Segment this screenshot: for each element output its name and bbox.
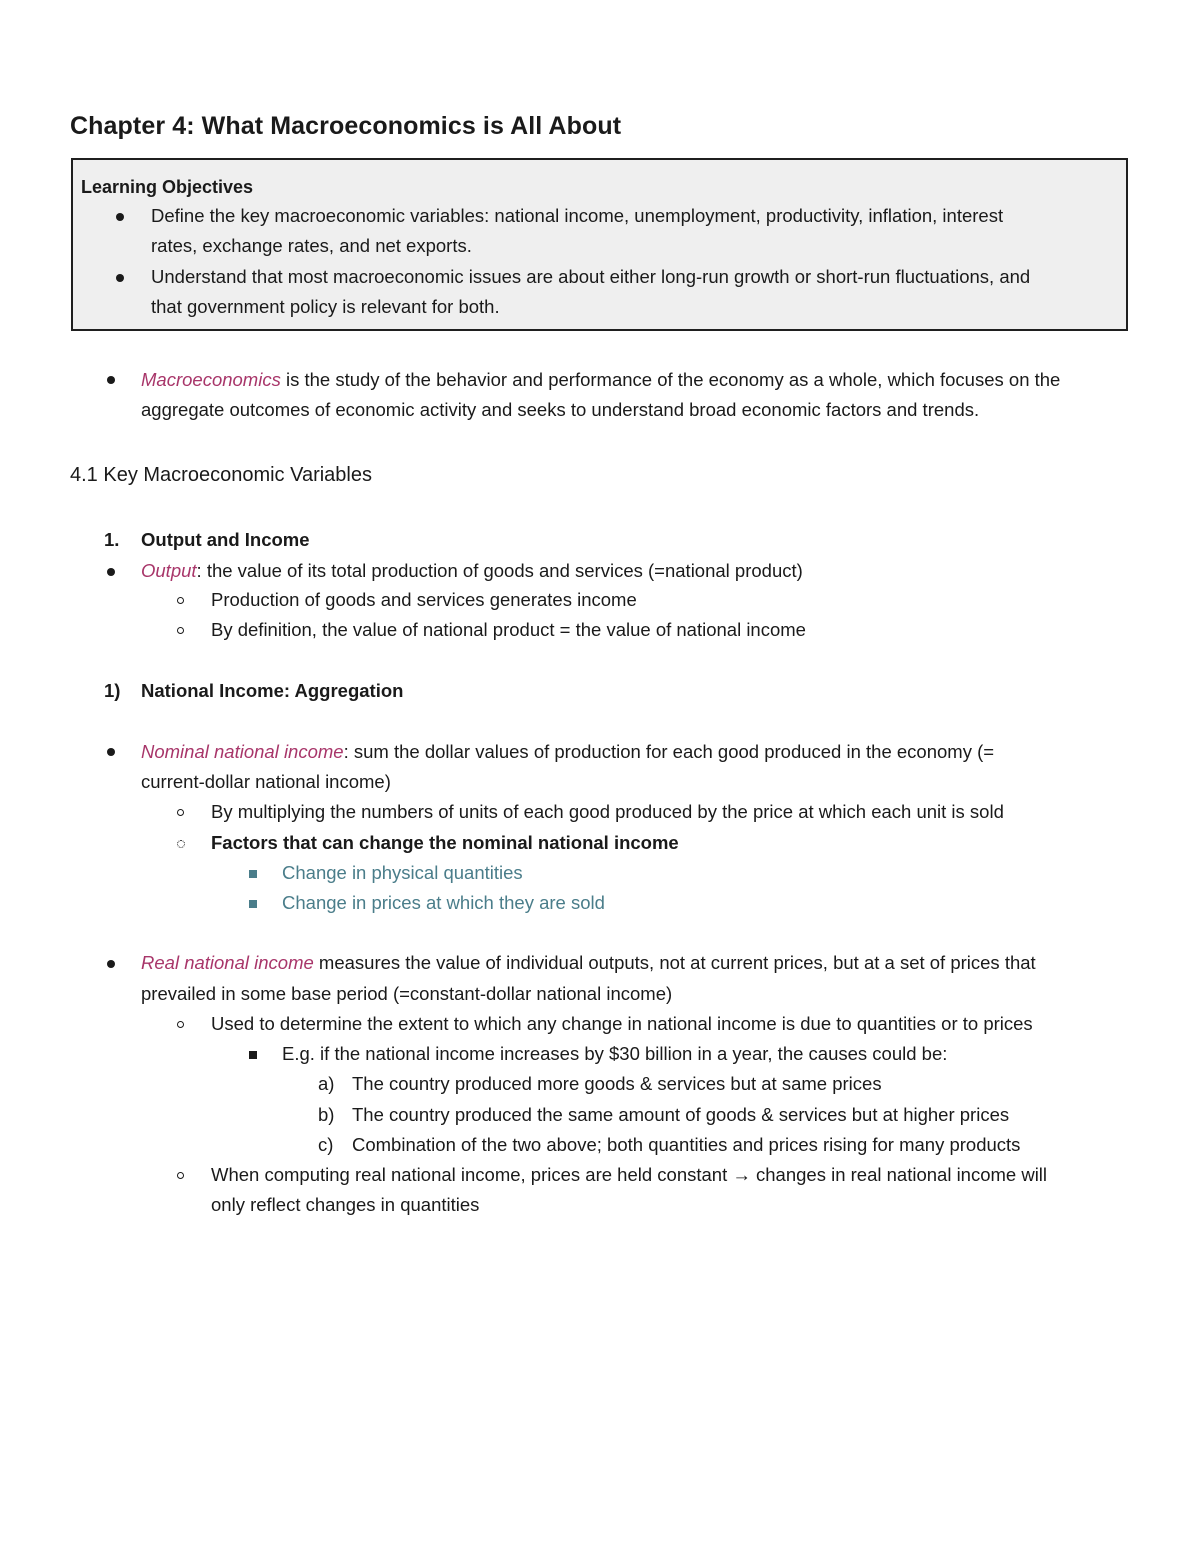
list-number: 1) xyxy=(104,680,121,701)
nominal-line-2: current-dollar national income) xyxy=(141,771,391,792)
cause-label: b) xyxy=(318,1104,335,1125)
cause-label: c) xyxy=(318,1134,334,1155)
nominal-sub-1: By multiplying the numbers of units of each good produced by the price at which each unit is sold xyxy=(211,801,1004,822)
circle-bullet-icon xyxy=(177,597,184,604)
intro-line-1-text: is the study of the behavior and performance of the economy as a whole, which focuses on the xyxy=(280,369,1061,390)
nominal-line-1 xyxy=(141,737,994,767)
output-sub-2: By definition, the value of national product = the value of national income xyxy=(211,619,806,640)
real-sub-2-line-1: When computing real national income, prices are held constant → changes in real national income will xyxy=(211,1164,1048,1185)
circle-bullet-icon xyxy=(177,1172,184,1179)
nominal-line-1-text: : sum the dollar values of production for each good produced in the economy (= xyxy=(343,741,995,762)
intro-line-1 xyxy=(141,365,1060,395)
output-sub-1: Production of goods and services generates income xyxy=(211,589,637,610)
cause-label: a) xyxy=(318,1073,335,1094)
chapter-title: Chapter 4: What Macroeconomics is All About xyxy=(70,112,622,140)
factor-1: Change in physical quantities xyxy=(282,862,523,883)
intro-line-2: aggregate outcomes of economic activity and seeks to understand broad economic factors and trends. xyxy=(141,399,980,420)
real-line-1 xyxy=(141,948,1036,978)
objective-1-line-2: rates, exchange rates, and net exports. xyxy=(151,235,472,256)
cause-text: The country produced more goods & services but at same prices xyxy=(352,1073,882,1094)
real-line-1-text: measures the value of individual outputs, not at current prices, but at a set of prices that xyxy=(313,952,1036,973)
term-real-national-income: Real national income xyxy=(141,952,314,973)
circle-bullet-icon xyxy=(177,809,184,816)
real-line-2: prevailed in some base period (=constant-dollar national income) xyxy=(141,983,673,1004)
output-income-heading: Output and Income xyxy=(141,529,310,550)
list-number: 1. xyxy=(104,529,120,550)
real-sub-1: Used to determine the extent to which any change in national income is due to quantities or to prices xyxy=(211,1013,1033,1034)
national-income-heading: National Income: Aggregation xyxy=(141,680,404,701)
output-definition-text: : the value of its total production of goods and services (=national product) xyxy=(196,560,803,581)
circle-bullet-icon xyxy=(177,840,185,848)
nominal-sub-2: Factors that can change the nominal national income xyxy=(211,832,679,853)
square-bullet-icon xyxy=(249,870,257,878)
factor-2: Change in prices at which they are sold xyxy=(282,892,605,913)
bullet-icon xyxy=(107,748,115,756)
circle-bullet-icon xyxy=(177,627,184,634)
learning-objectives-heading: Learning Objectives xyxy=(81,177,254,197)
term-macroeconomics: Macroeconomics xyxy=(141,369,281,390)
objective-2-line-2: that government policy is relevant for both. xyxy=(151,296,500,317)
real-example: E.g. if the national income increases by $30 billion in a year, the causes could be: xyxy=(282,1043,948,1064)
real-sub-2-line-2: only reflect changes in quantities xyxy=(211,1194,480,1215)
bullet-icon xyxy=(107,568,115,576)
square-bullet-icon xyxy=(249,900,257,908)
objective-2-line-1: Understand that most macroeconomic issues are about either long-run growth or short-run fluctuations, and xyxy=(151,266,1031,287)
cause-text: Combination of the two above; both quantities and prices rising for many products xyxy=(352,1134,1021,1155)
section-heading: 4.1 Key Macroeconomic Variables xyxy=(70,464,372,486)
square-bullet-icon xyxy=(249,1051,257,1059)
bullet-icon xyxy=(107,376,115,384)
objective-1-line-1: Define the key macroeconomic variables: national income, unemployment, productivity, inflation, interest xyxy=(151,205,1004,226)
output-definition xyxy=(141,556,803,586)
term-nominal-national-income: Nominal national income xyxy=(141,741,344,762)
bullet-icon xyxy=(116,274,124,282)
bullet-icon xyxy=(116,213,124,221)
circle-bullet-icon xyxy=(177,1021,184,1028)
term-output: Output xyxy=(141,560,197,581)
bullet-icon xyxy=(107,960,115,968)
cause-text: The country produced the same amount of goods & services but at higher prices xyxy=(352,1104,1010,1125)
